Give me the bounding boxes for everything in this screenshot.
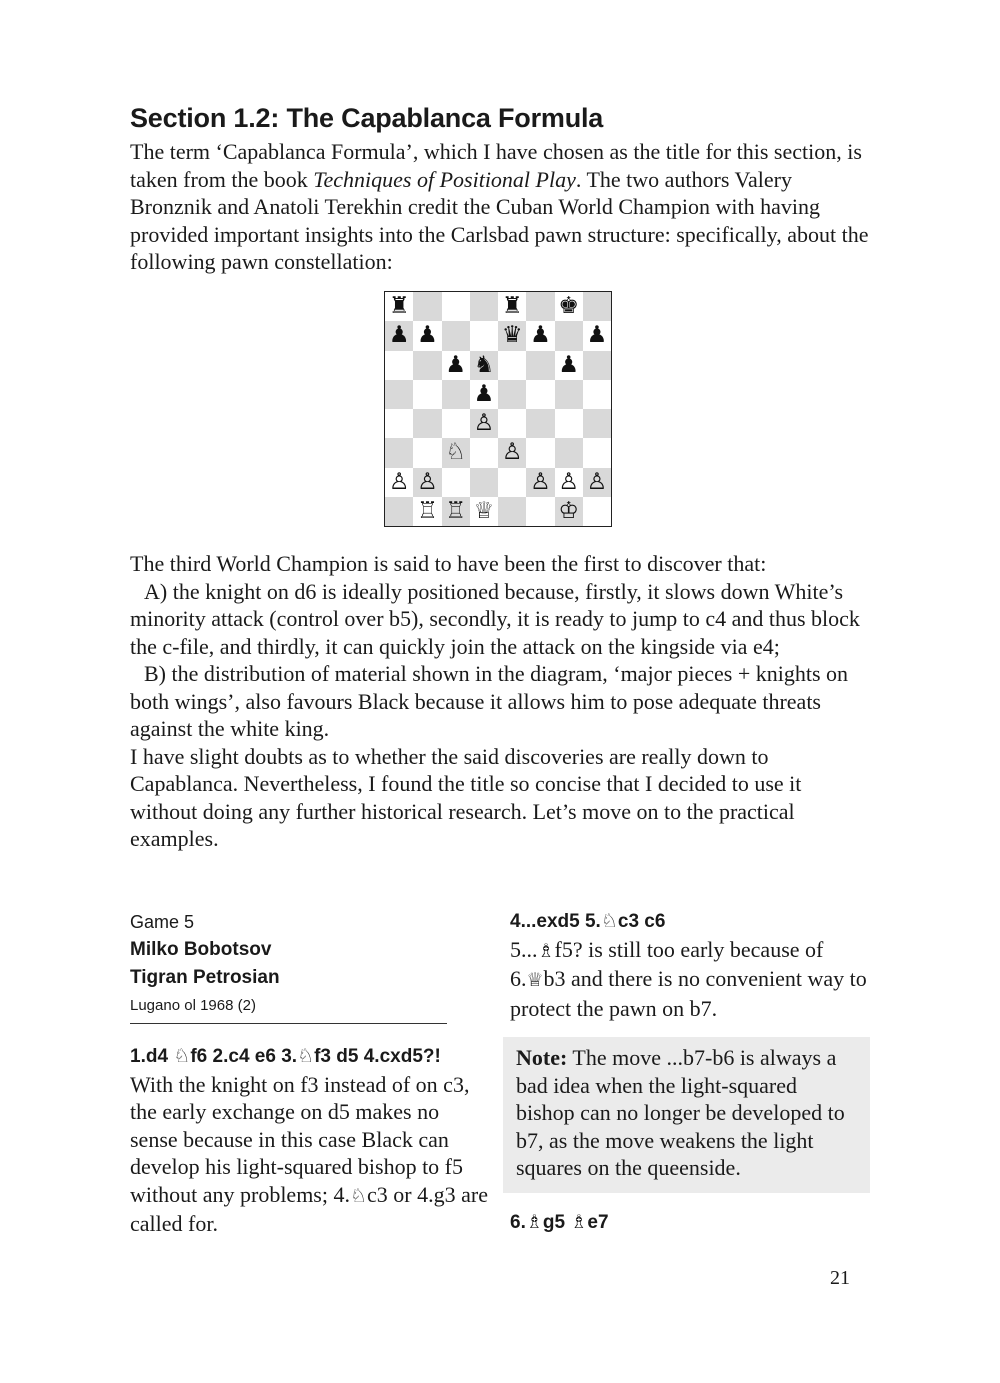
intro-text-a: The term ‘Capablanca Formula’, which I have chosen as the title for this section, is taken from the book <box>130 139 862 192</box>
board-square <box>385 409 413 438</box>
white-rook-icon: ♖ <box>417 497 438 524</box>
board-square <box>498 380 526 409</box>
comment-text: f5? is still too early because of 6. <box>510 936 824 991</box>
body-paragraph-2: I have slight doubts as to whether the said discoveries are really down to Capablanca. Nevertheless, I found the title so concise that I decided to use it without doing any further historical research. Let’s move on to the practical examples. <box>130 743 802 851</box>
body-paragraph-1: The third World Champion is said to have been the first to discover that: <box>130 551 767 576</box>
board-square <box>413 438 441 467</box>
moves-4-5 <box>510 908 872 936</box>
board-square <box>526 497 554 526</box>
left-column <box>130 1043 490 1238</box>
board-square <box>498 409 526 438</box>
white-king-icon: ♔ <box>558 497 579 524</box>
note-text <box>516 1044 861 1182</box>
black-player: Tigran Petrosian <box>130 967 280 988</box>
black-king-icon: ♚ <box>558 293 579 319</box>
game-number: Game 5 <box>130 912 195 932</box>
white-pawn-icon: ♙ <box>388 468 410 495</box>
white-pawn-icon: ♙ <box>530 468 551 495</box>
chess-diagram <box>384 291 612 527</box>
board-square <box>442 292 470 321</box>
note-body: The move ...b7-b6 is always a bad idea when the light-squared bishop can no longer be developed to b7, as the move weakens the light squares on the queenside. <box>516 1045 845 1180</box>
white-pawn-icon: ♙ <box>586 468 608 495</box>
intro-paragraph <box>130 138 870 276</box>
intro-text-b: . The two authors Valery Bronznik and Anatoli Terekhin credit the Cuban World Champion with having provided important insights into the Carlsbad pawn structure: specifically, about the following pawn constellation: <box>130 166 869 274</box>
board-square <box>583 292 611 321</box>
board-square <box>385 497 413 526</box>
board-square <box>413 292 441 321</box>
board-square <box>526 409 554 438</box>
right-column <box>510 908 872 1022</box>
board-square <box>442 409 470 438</box>
board-square <box>526 380 554 409</box>
black-pawn-icon: ♟ <box>530 322 551 349</box>
white-rook-icon: ♖ <box>445 497 466 524</box>
board-square <box>470 321 498 350</box>
body-text <box>130 550 870 853</box>
knight-icon: ♘ <box>600 910 618 932</box>
board-square <box>413 409 441 438</box>
black-pawn-icon: ♟ <box>445 351 466 378</box>
comment-text: b3 and there is no convenient way to protect the pawn on b7. <box>510 966 867 1021</box>
board-square <box>413 380 441 409</box>
board-square <box>583 497 611 526</box>
moves-text: c3 c6 <box>617 911 666 932</box>
moves-text: f6 2.c4 e6 3. <box>190 1046 298 1067</box>
black-rook-icon: ♜ <box>501 293 523 319</box>
board-square <box>555 409 583 438</box>
body-paragraph-a: A) the knight on d6 is ideally positioned because, firstly, it slows down White’s minority attack (control over b5), secondly, it is ready to jump to c4 and thus block the c-file, and thirdly, it can quickly join the attack on the kingside via e4; <box>130 578 860 659</box>
bishop-icon: ♗ <box>525 1211 543 1233</box>
black-queen-icon: ♛ <box>501 322 523 349</box>
board-square <box>555 380 583 409</box>
knight-icon: ♘ <box>173 1045 191 1067</box>
moves-text: 4...exd5 5. <box>510 911 601 932</box>
note-label: Note: <box>516 1045 568 1070</box>
comment-move-4 <box>130 1071 490 1238</box>
board-square <box>583 409 611 438</box>
moves-text: 1.d4 <box>130 1046 174 1067</box>
black-pawn-icon: ♟ <box>473 380 495 407</box>
white-queen-icon: ♕ <box>473 497 495 524</box>
note-box <box>503 1037 870 1193</box>
knight-icon: ♘ <box>349 1184 368 1207</box>
bishop-icon: ♗ <box>537 939 555 962</box>
move-6 <box>510 1209 609 1237</box>
board-square <box>526 292 554 321</box>
moves-1-4 <box>130 1043 490 1071</box>
moves-text: 6. <box>510 1212 526 1233</box>
knight-icon: ♘ <box>297 1045 315 1067</box>
game-divider <box>130 1023 447 1024</box>
game-event: Lugano ol 1968 (2) <box>130 997 256 1014</box>
black-rook-icon: ♜ <box>388 293 410 319</box>
board-square <box>442 468 470 497</box>
white-player: Milko Bobotsov <box>130 939 272 960</box>
board-square <box>413 351 441 380</box>
board-square <box>385 438 413 467</box>
board-square <box>442 321 470 350</box>
board-square <box>555 321 583 350</box>
board-square <box>498 497 526 526</box>
board-square <box>526 438 554 467</box>
board-square <box>442 380 470 409</box>
white-pawn-icon: ♙ <box>501 439 523 466</box>
black-knight-icon: ♞ <box>473 351 495 378</box>
board-square <box>470 438 498 467</box>
board-square <box>583 380 611 409</box>
moves-text: e7 <box>587 1212 609 1233</box>
white-pawn-icon: ♙ <box>473 410 495 436</box>
comment-text: 5... <box>510 936 538 962</box>
board-square <box>498 351 526 380</box>
board-square <box>498 468 526 497</box>
black-pawn-icon: ♟ <box>388 322 410 349</box>
white-pawn-icon: ♙ <box>417 468 438 495</box>
board-square <box>555 438 583 467</box>
board-square <box>385 380 413 409</box>
page-number: 21 <box>830 1267 850 1289</box>
board-square <box>470 468 498 497</box>
white-knight-icon: ♘ <box>445 439 466 466</box>
black-pawn-icon: ♟ <box>558 351 579 378</box>
moves-text: f3 d5 4.cxd5?! <box>314 1046 441 1067</box>
black-pawn-icon: ♟ <box>586 322 608 349</box>
game-header <box>130 908 450 1020</box>
board-square <box>470 292 498 321</box>
body-paragraph-b: B) the distribution of material shown in the diagram, ‘major pieces + knights on both wings’, also favours Black because it allows him to pose adequate threats against the white king. <box>130 661 849 741</box>
moves-text: g5 <box>542 1212 571 1233</box>
queen-icon: ♕ <box>526 969 544 991</box>
board-square <box>583 438 611 467</box>
board-square <box>526 351 554 380</box>
comment-text: c3 or 4.g3 are called for. <box>130 1181 488 1236</box>
board-square <box>385 351 413 380</box>
comment-move-5 <box>510 936 872 1023</box>
comment-text: With the knight on f3 instead of on c3, the early exchange on d5 makes no sense because in this case Black can develop his light-squared bishop to f5 without any problems; 4. <box>130 1071 470 1207</box>
black-pawn-icon: ♟ <box>417 322 438 349</box>
section-heading: Section 1.2: The Capablanca Formula <box>130 103 604 133</box>
bishop-icon: ♗ <box>570 1211 588 1233</box>
book-title: Techniques of Positional Play <box>313 166 576 192</box>
white-pawn-icon: ♙ <box>558 468 579 495</box>
board-square <box>583 351 611 380</box>
